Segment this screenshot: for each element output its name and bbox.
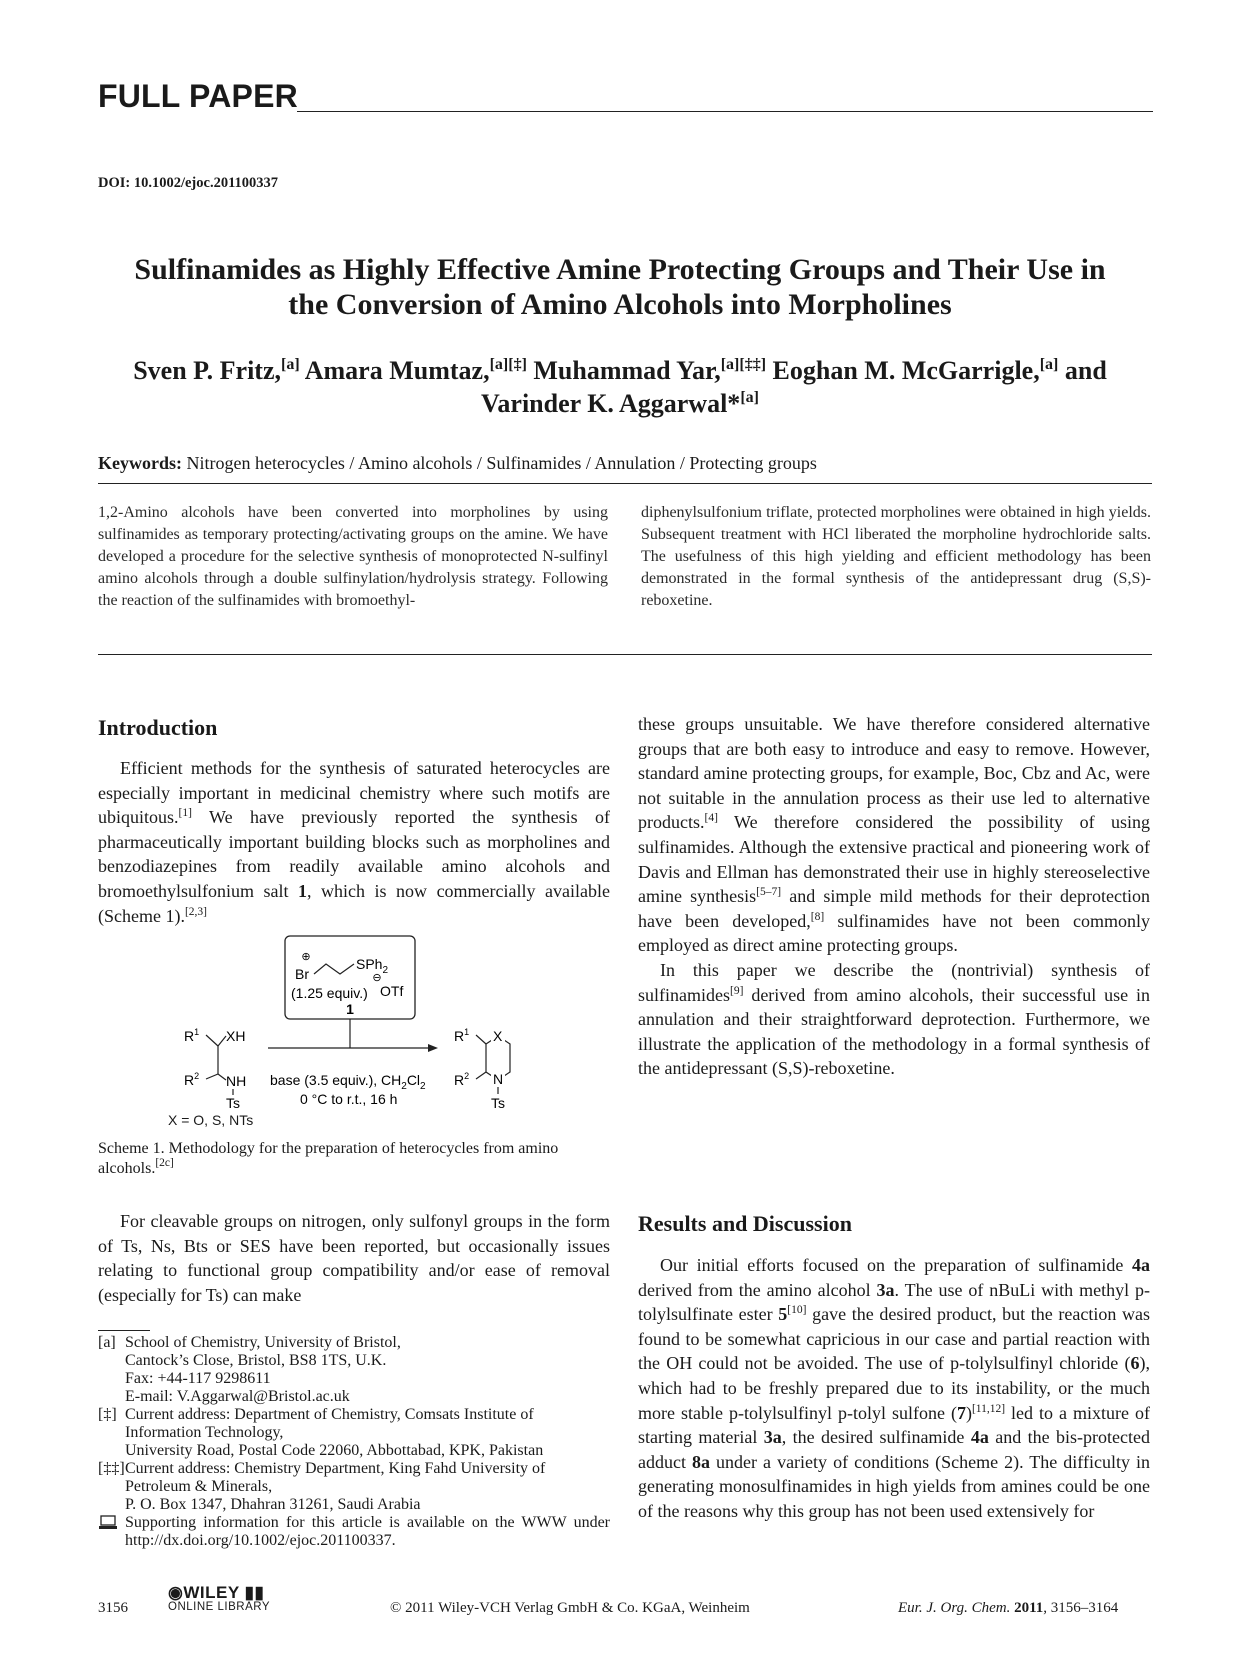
footnote-line: Current address: Department of Chemistry, Comsats Institute of Information Technology, — [125, 1406, 534, 1441]
sm-r2: $R^2$ — [184, 1071, 200, 1088]
text-run: under a variety of conditions (Scheme 2). The difficulty in generating monosulfinamides in high yields from amines could be one of the reasons why this group has not been used extensively for — [638, 1451, 1150, 1521]
results-heading: Results and Discussion — [638, 1211, 852, 1236]
prod-ts: Ts — [491, 1095, 505, 1111]
footnote-line: Current address: Chemistry Department, King Fahd University of Petroleum & Minerals, — [125, 1460, 546, 1495]
author-list — [100, 354, 1140, 420]
text-run: , the desired sulfinamide — [781, 1427, 971, 1448]
page-number: 3156 — [98, 1600, 128, 1616]
bond — [476, 1072, 486, 1079]
minus-charge: ⊖ — [372, 972, 382, 984]
scheme-1-drawing — [180, 934, 520, 1114]
footnote-email[interactable]: E-mail: V.Aggarwal@Bristol.ac.uk — [125, 1388, 350, 1405]
citation[interactable]: [5–7] — [756, 886, 782, 899]
caption-text: Scheme 1. Methodology for the preparation of heterocycles from amino alcohols. — [98, 1140, 559, 1177]
text-run: gave the desired product, but the reaction was found to be somewhat capricious in our case and partial reaction with the OH could not be avoided. The use of p-tolylsulfinyl chloride ( — [638, 1304, 1150, 1374]
reagent-equiv: (1.25 equiv.) — [291, 985, 368, 1001]
title-line-1: Sulfinamides as Highly Effective Amine Protecting Groups and Their Use in — [134, 253, 1106, 286]
author-name: Eoghan M. McGarrigle, — [772, 356, 1040, 385]
author-name: Varinder K. Aggarwal* — [481, 389, 741, 418]
text-run: derived from amino alcohols, their successful use in annulation and their straightforward deprotection. Furthermore, we illustrate the application of the methodology in a formal synthesis of the antidepressant (S,S)-reboxetine. — [638, 984, 1150, 1079]
compound-ref: 3a — [876, 1279, 895, 1300]
compound-ref: 4a — [1132, 1255, 1150, 1275]
text-run: and simple mild methods for their deprotection have been developed, — [638, 886, 1150, 931]
abstract-right: diphenylsulfonium triflate, protected morpholines were obtained in high yields. Subsequent treatment with HCl liberated the morpholine hydrochloride salts. The usefulness of this high yielding and efficient methodology has been demonstrated in the formal synthesis of the antidepressant drug (S,S)-reboxetine. — [641, 504, 1151, 609]
text-run: these groups unsuitable. We have therefore considered alternative groups that are both easy to introduce and easy to remove. However, standard amine protecting groups, for example, Boc, Cbz and Ac, were not suitable in the annulation process as their use led to alternative products. — [638, 714, 1150, 833]
bond — [206, 1074, 218, 1079]
copyright: © 2011 Wiley-VCH Verlag GmbH & Co. KGaA, Weinheim — [390, 1600, 750, 1616]
compound-ref: 5 — [778, 1304, 788, 1325]
author-name: Sven P. Fritz, — [133, 356, 281, 385]
compound-ref: 1 — [298, 880, 308, 901]
supporting-info-link[interactable]: Supporting information for this article is available on the WWW under http://dx.doi.org/10.1002/ejoc.201100337. — [125, 1514, 610, 1549]
text-run: derived from the amino alcohol — [638, 1279, 877, 1300]
keywords-rule — [98, 483, 1152, 484]
citation[interactable]: [11,12] — [971, 1402, 1006, 1415]
prod-x: X — [493, 1028, 503, 1044]
prod-r2: $R^2$ — [454, 1071, 470, 1088]
text-run: sulfinamides have not been commonly employed as direct amine protecting groups. — [638, 910, 1150, 956]
footnote-line: P. O. Box 1347, Dhahran 31261, Saudi Arabia — [125, 1496, 421, 1513]
citation[interactable]: [8] — [810, 910, 825, 923]
doi[interactable]: DOI: 10.1002/ejoc.201100337 — [98, 175, 279, 191]
citation[interactable]: [9] — [730, 984, 744, 997]
affiliation-mark: [a][‡‡] — [720, 356, 767, 373]
citation[interactable]: [2,3] — [184, 905, 208, 918]
journal-pages: , 3156–3164 — [1043, 1600, 1119, 1616]
section-label: FULL PAPER — [98, 78, 298, 114]
affiliation-mark: [a] — [281, 356, 300, 373]
header-rule — [297, 111, 1153, 112]
text-run: In this paper we describe the (nontrivial) synthesis of sulfinamides — [638, 959, 1150, 1005]
reagent-number: 1 — [346, 1001, 354, 1017]
computer-icon — [98, 1514, 118, 1535]
author-conjunction: and — [1064, 356, 1107, 385]
compound-ref: 6 — [1130, 1353, 1140, 1374]
author-name: Muhammad Yar, — [533, 356, 721, 385]
footnote-rule — [98, 1330, 150, 1331]
text-run: , which is now commercially available (Scheme 1). — [98, 880, 610, 926]
footnote-line: Fax: +44-117 9298611 — [125, 1370, 271, 1387]
journal-year: 2011 — [1014, 1600, 1044, 1616]
text-run: We therefore considered the possibility of using sulfinamides. Although the extensive practical and pioneering work of Davis and Ellman has demonstrated their use in highly stereoselective amine synthesis — [638, 812, 1150, 907]
wiley-text: WILEY — [183, 1583, 240, 1602]
sm-ts: Ts — [226, 1095, 240, 1111]
ethyl-chain — [314, 964, 354, 974]
intro-paragraph-1 — [98, 756, 610, 928]
wiley-seal-icon: ◉ — [168, 1583, 184, 1602]
keywords — [98, 453, 817, 474]
journal-citation — [898, 1600, 1118, 1617]
footnote-supporting-info — [98, 1514, 610, 1550]
introduction-heading: Introduction — [98, 715, 218, 740]
footnote-mark: [‡] — [98, 1406, 117, 1423]
text-run: and the bis-protected adduct — [638, 1427, 1150, 1472]
sm-nh: NH — [226, 1073, 247, 1089]
reagent-otf: OTf — [380, 983, 404, 999]
plus-charge: ⊕ — [301, 951, 311, 963]
journal-name: Eur. J. Org. Chem. — [898, 1600, 1011, 1616]
footnote-mark: [a] — [98, 1334, 116, 1351]
text-run: For cleavable groups on nitrogen, only sulfonyl groups in the form of Ts, Ns, Bts or SES have been reported, but occasionally issues relating to functional group compatibility and/or ease of removal (especially for Ts) can make — [98, 1211, 610, 1305]
results-paragraph-1 — [638, 1253, 1150, 1524]
keywords-label: Keywords: — [98, 453, 182, 473]
footnote-mark: [‡‡] — [98, 1460, 125, 1477]
footnote-c — [98, 1460, 610, 1514]
bond — [218, 1074, 226, 1080]
arrow-head — [428, 1044, 438, 1052]
condition-2: 0 °C to r.t., 16 h — [300, 1091, 398, 1107]
footnotes — [98, 1334, 610, 1550]
wiley-wordmark — [168, 1583, 270, 1603]
affiliation-mark: [a][‡] — [489, 356, 527, 373]
text-run: Our initial efforts focused on the preparation of sulfinamide — [660, 1255, 1132, 1275]
scheme-1 — [180, 934, 520, 1114]
condition-1: base (3.5 equiv.), $CH_2Cl_2$ — [270, 1072, 426, 1092]
book-icon: ▮▮ — [244, 1583, 265, 1602]
affiliation-mark: [a] — [1039, 356, 1059, 373]
online-library-label: ONLINE LIBRARY — [168, 1601, 271, 1613]
bond — [206, 1035, 218, 1046]
footnote-a — [98, 1334, 610, 1406]
prod-n: N — [493, 1071, 504, 1087]
compound-ref: 3a — [763, 1427, 782, 1448]
footnote-line: University Road, Postal Code 22060, Abbottabad, KPK, Pakistan — [125, 1442, 544, 1459]
citation[interactable]: [4] — [704, 812, 718, 825]
footnote-line: Cantock’s Close, Bristol, BS8 1TS, U.K. — [125, 1352, 387, 1369]
authors-line-1 — [100, 354, 1140, 387]
abstract-left: 1,2-Amino alcohols have been converted into morpholines by using sulfinamides as temporary protecting/activating groups on the amine. We have developed a procedure for the selective synthesis of monoprotected N-sulfinyl amino alcohols through a double sulfinylation/hydrolysis strategy. Following the reaction of the sulfinamides with bromoethyl- — [98, 504, 608, 609]
compound-ref: 7 — [956, 1402, 966, 1423]
authors-line-2 — [100, 387, 1140, 420]
footnote-line: School of Chemistry, University of Bristol, — [125, 1334, 401, 1351]
text-run: Efficient methods for the synthesis of saturated heterocycles are especially important in medicinal chemistry where such motifs are ubiquitous. — [98, 758, 610, 828]
text-run: ), which had to be freshly prepared due to its instability, or the much more stable p-tolylsulfinyl p-tolyl sulfone ( — [638, 1353, 1150, 1423]
author-name: Amara Mumtaz, — [304, 356, 490, 385]
prod-r1: $R^1$ — [454, 1027, 470, 1044]
x-definition: X = O, S, NTs — [168, 1112, 254, 1128]
footnote-b — [98, 1406, 610, 1460]
abstract-rule — [98, 654, 1152, 655]
reagent-br: Br — [295, 966, 309, 982]
intro-continued — [638, 712, 1150, 1081]
text-run: . The use of nBuLi with methyl p-tolylsulfinate ester — [638, 1279, 1150, 1325]
affiliation-mark: [a] — [740, 389, 759, 406]
paper-title — [100, 252, 1140, 322]
keywords-text: Nitrogen heterocycles / Amino alcohols / Sulfinamides / Annulation / Protecting groups — [186, 453, 817, 473]
intro-paragraph-2 — [98, 1209, 610, 1307]
sm-r1: $R^1$ — [184, 1027, 200, 1044]
bond — [218, 1036, 226, 1046]
sm-xh: XH — [226, 1028, 246, 1044]
bond — [476, 1035, 486, 1044]
scheme-caption — [98, 1139, 610, 1179]
citation[interactable]: [2c] — [155, 1157, 174, 1169]
title-line-2: the Conversion of Amino Alcohols into Morpholines — [288, 288, 952, 321]
wiley-logo[interactable] — [168, 1583, 270, 1613]
compound-ref: 8a — [692, 1451, 711, 1472]
compound-ref: 4a — [970, 1427, 989, 1448]
text-run: led to a mixture of starting material — [638, 1402, 1150, 1448]
citation[interactable]: [10] — [787, 1304, 807, 1317]
text-run: ) — [965, 1402, 972, 1423]
citation[interactable]: [1] — [178, 807, 192, 820]
text-run: We have previously reported the synthesis of pharmaceutically important building blocks such as morpholines and benzodiazepines from readily available amino alcohols and bromoethylsulfonium salt — [98, 807, 610, 901]
reagent-sph2: SPh$_2$ — [356, 956, 389, 976]
